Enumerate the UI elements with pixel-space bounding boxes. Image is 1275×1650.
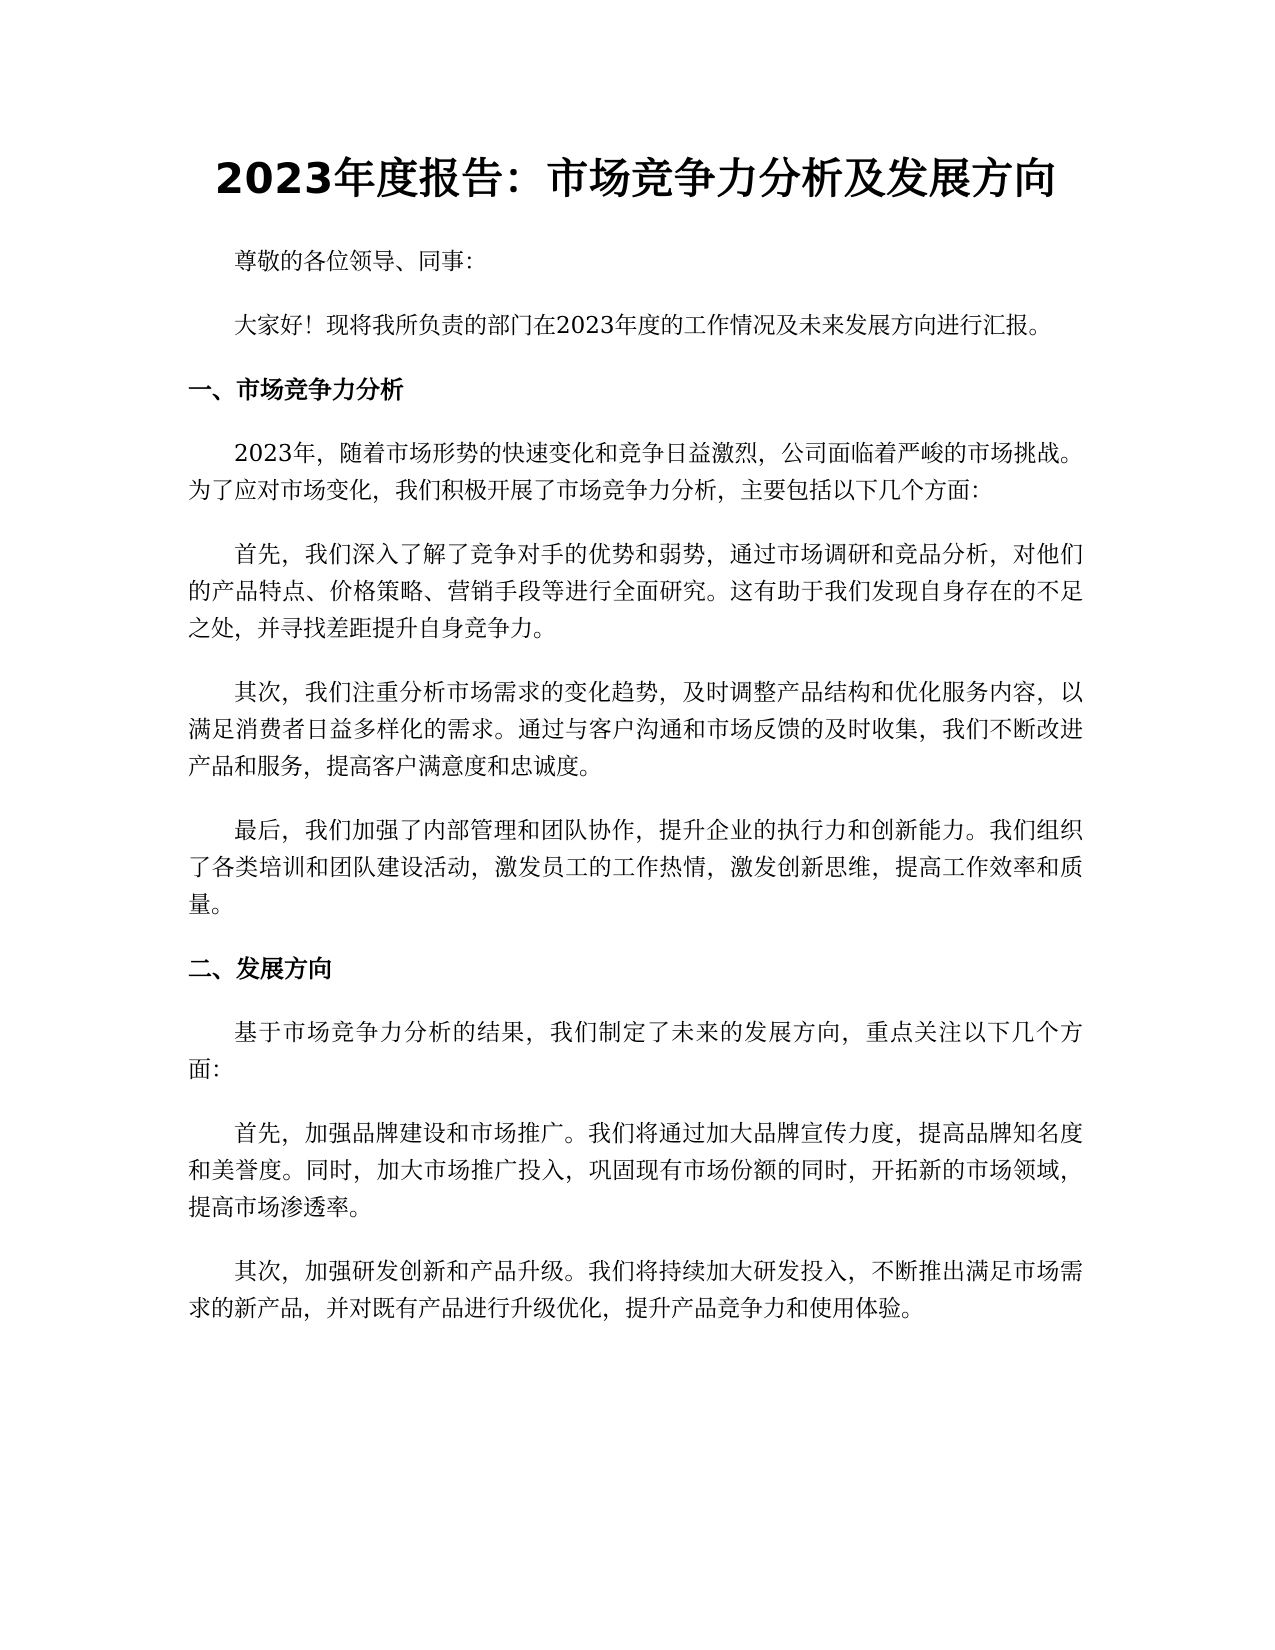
body-paragraph: 其次，加强研发创新和产品升级。我们将持续加大研发投入，不断推出满足市场需求的新产品，并对既有产品进行升级优化，提升产品竞争力和使用体验。 — [188, 1259, 1083, 1322]
greeting-paragraph: 尊敬的各位领导、同事： — [234, 249, 487, 275]
section-heading-development-direction: 二、发展方向 — [188, 955, 332, 983]
body-paragraph: 2023年，随着市场形势的快速变化和竞争日益激烈，公司面临着严峻的市场挑战。为了应对市场变化，我们积极开展了市场竞争力分析，主要包括以下几个方面： — [188, 441, 1083, 504]
body-paragraph: 首先，我们深入了解了竞争对手的优势和弱势，通过市场调研和竞品分析，对他们的产品特点、价格策略、营销手段等进行全面研究。这有助于我们发现自身存在的不足之处，并寻找差距提升自身竞争力。 — [188, 542, 1083, 642]
document-title: 2023年度报告：市场竞争力分析及发展方向 — [214, 154, 1057, 203]
body-paragraph: 首先，加强品牌建设和市场推广。我们将通过加大品牌宣传力度，提高品牌知名度和美誉度。同时，加大市场推广投入，巩固现有市场份额的同时，开拓新的市场领域，提高市场渗透率。 — [188, 1121, 1083, 1221]
section-heading-market-analysis: 一、市场竞争力分析 — [188, 376, 404, 404]
body-paragraph: 基于市场竞争力分析的结果，我们制定了未来的发展方向，重点关注以下几个方面： — [188, 1020, 1083, 1083]
body-paragraph: 其次，我们注重分析市场需求的变化趋势，及时调整产品结构和优化服务内容，以满足消费者日益多样化的需求。通过与客户沟通和市场反馈的及时收集，我们不断改进产品和服务，提高客户满意度和忠诚度。 — [188, 680, 1083, 780]
intro-paragraph: 大家好！现将我所负责的部门在2023年度的工作情况及未来发展方向进行汇报。 — [234, 313, 1052, 339]
document-body — [188, 150, 1083, 1355]
body-paragraph: 最后，我们加强了内部管理和团队协作，提升企业的执行力和创新能力。我们组织了各类培训和团队建设活动，激发员工的工作热情，激发创新思维，提高工作效率和质量。 — [188, 818, 1083, 918]
